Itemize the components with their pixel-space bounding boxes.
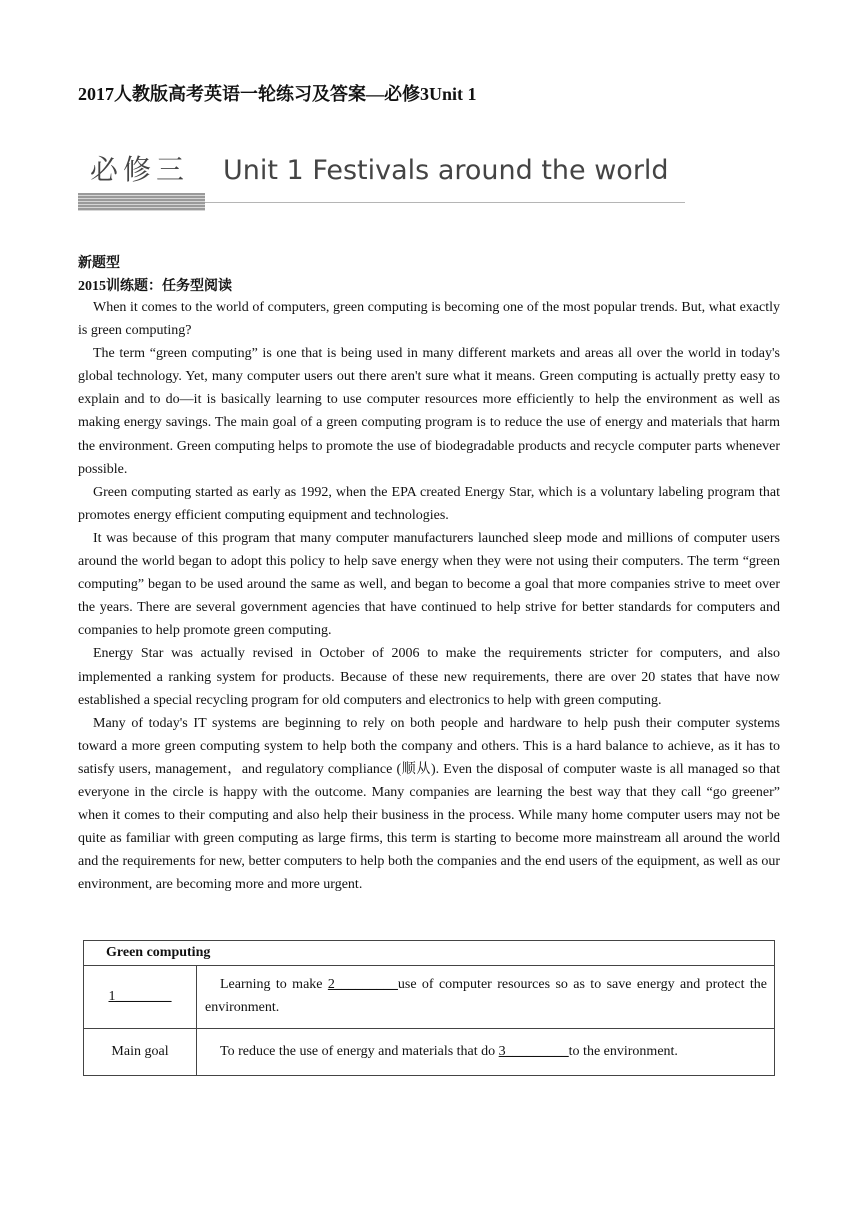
blank-1[interactable]: 1________ xyxy=(108,989,172,1004)
paragraph: Many of today's IT systems are beginning to rely on both people and hardware to help push their computer systems toward a more green computing system to help both the company and others. This is a hard balance to achieve, as it has to satisfy users, management，and regulatory compliance (顺从). Even the disposal of computer waste is all managed so that everyone in the circle is happy with the outcome. Many companies are learning the best way that they call “go greener” when it comes to their computing and also help their business in the process. While many home computer users may not be quite as familiar with green computing as large firms, this term is starting to become more mainstream all around the world and the requirements for new, better computers to help both the companies and the end users of the equipment, as well as our environment, are becoming more and more urgent. xyxy=(78,715,780,893)
section-label-exercise: 2015训练题：任务型阅读 xyxy=(78,279,232,294)
table-cell-label xyxy=(84,966,197,1029)
unit-banner xyxy=(78,148,686,214)
reading-passage xyxy=(78,296,780,896)
table-cell-content xyxy=(197,966,775,1029)
banner-english-title: Unit 1 Festivals around the world xyxy=(223,155,669,186)
table-cell-content xyxy=(197,1029,775,1076)
table-row xyxy=(84,1029,775,1076)
table-cell-label: Main goal xyxy=(84,1029,197,1076)
document-title: 2017人教版高考英语一轮练习及答案—必修3Unit 1 xyxy=(78,84,477,104)
summary-table xyxy=(83,940,775,1076)
table-header-row xyxy=(84,941,775,966)
cell-text: Learning to make xyxy=(220,977,328,992)
paragraph: Energy Star was actually revised in October of 2006 to make the requirements stricter for computers, and also implemented a ranking system for products. Because of these new requirements, there are over 20 states that have now established a special recycling program for old computers and electronics to help with green computing. xyxy=(78,646,780,708)
cell-text: use of computer resources so as to save energy and protect the environment. xyxy=(205,977,767,1015)
paragraph: When it comes to the world of computers, green computing is becoming one of the most popular trends. But, what exactly is green computing? xyxy=(78,300,780,339)
cell-text: To reduce the use of energy and materials that do xyxy=(220,1043,499,1059)
cell-text: to the environment. xyxy=(568,1043,678,1059)
banner-divider xyxy=(205,202,685,203)
paragraph: It was because of this program that many computer manufacturers launched sleep mode and millions of computer users around the world began to adopt this policy to help save energy when they were not using their computers. The term “green computing” began to be used around the same as well, and began to become a goal that more companies strive to meet over the years. There are several government agencies that have continued to help strive for better standards for computers and companies to help promote green computing. xyxy=(78,530,780,639)
blank-2[interactable]: 2_________ xyxy=(327,977,398,992)
table-row xyxy=(84,966,775,1029)
banner-striped-bar xyxy=(78,193,205,211)
blank-3[interactable]: 3_________ xyxy=(498,1043,569,1059)
banner-chinese-title: 必修三 xyxy=(90,153,190,186)
paragraph: Green computing started as early as 1992, when the EPA created Energy Star, which is a voluntary labeling program that promotes energy efficient computing equipment and technologies. xyxy=(78,484,780,523)
table-header: Green computing xyxy=(84,941,775,966)
section-label-new-type: 新题型 xyxy=(78,256,120,271)
banner-heading xyxy=(90,148,669,188)
paragraph: The term “green computing” is one that is being used in many different markets and areas all over the world in today's global technology. Yet, many computer users out there aren't sure what it means. Green computing is actually pretty easy to explain and to do—it is basically learning to use computer resources more efficiently to help the environment as well as making energy savings. The main goal of a green computing program is to reduce the use of energy and materials that harm the environment. Green computing helps to promote the use of biodegradable products and recycle computer parts whenever possible. xyxy=(78,346,780,477)
